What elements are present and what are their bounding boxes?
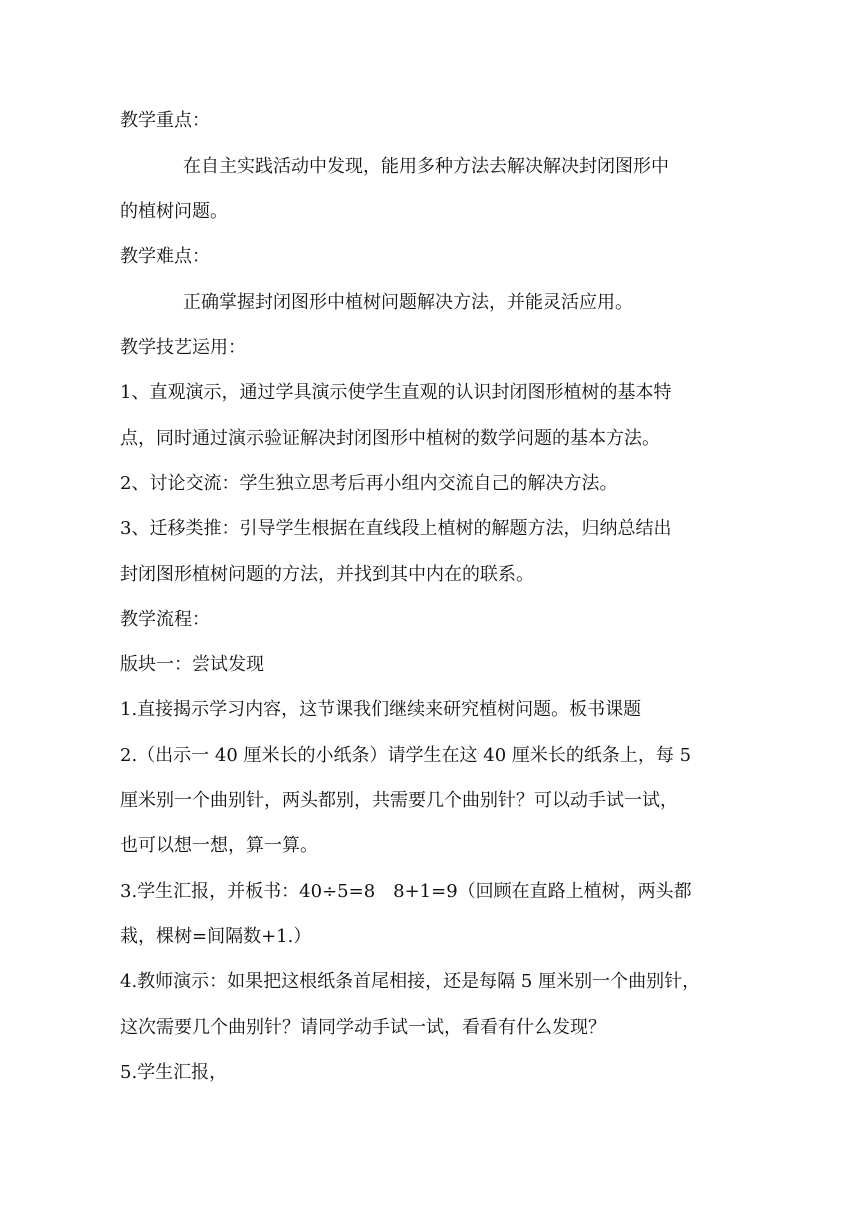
process-step-2-cont: 厘米别一个曲别针，两头都别，共需要几个曲别针？可以动手试一试， bbox=[120, 790, 678, 811]
teaching-focus-text-cont: 的植树问题。 bbox=[120, 201, 228, 222]
skill-item-3: 3、迁移类推：引导学生根据在直线段上植树的解题方法，归纳总结出 bbox=[120, 518, 672, 539]
skill-item-1-cont: 点，同时通过演示验证解决封闭图形中植树的数学问题的基本方法。 bbox=[120, 428, 660, 449]
skill-item-2: 2、讨论交流：学生独立思考后再小组内交流自己的解决方法。 bbox=[120, 473, 618, 494]
process-step-4-cont: 这次需要几个曲别针？请同学动手试一试，看看有什么发现？ bbox=[120, 1017, 606, 1038]
process-step-2-cont-2: 也可以想一想，算一算。 bbox=[120, 835, 318, 856]
teaching-focus-text: 在自主实践活动中发现，能用多种方法去解决解决封闭图形中 bbox=[183, 156, 669, 177]
process-step-5: 5.学生汇报， bbox=[120, 1062, 228, 1083]
process-step-2: 2.（出示一 40 厘米长的小纸条）请学生在这 40 厘米长的纸条上，每 5 bbox=[120, 745, 692, 766]
heading-teaching-process: 教学流程： bbox=[120, 609, 210, 630]
process-step-1: 1.直接揭示学习内容，这节课我们继续来研究植树问题。板书课题 bbox=[120, 699, 642, 720]
section-one-title: 版块一：尝试发现 bbox=[120, 654, 264, 675]
heading-teaching-focus: 教学重点： bbox=[120, 110, 210, 131]
teaching-difficulty-text: 正确掌握封闭图形中植树问题解决方法，并能灵活应用。 bbox=[183, 292, 633, 313]
skill-item-3-cont: 封闭图形植树问题的方法，并找到其中内在的联系。 bbox=[120, 564, 534, 585]
skill-item-1: 1、直观演示，通过学具演示使学生直观的认识封闭图形植树的基本特 bbox=[120, 382, 672, 403]
process-step-4: 4.教师演示：如果把这根纸条首尾相接，还是每隔 5 厘米别一个曲别针， bbox=[120, 971, 701, 992]
process-step-3: 3.学生汇报，并板书：40÷5=8 8+1=9（回顾在直路上植树，两头都 bbox=[120, 881, 692, 902]
heading-teaching-difficulty: 教学难点： bbox=[120, 246, 210, 267]
heading-teaching-skills: 教学技艺运用： bbox=[120, 337, 246, 358]
process-step-3-cont: 栽，棵树=间隔数+1.） bbox=[120, 926, 312, 947]
